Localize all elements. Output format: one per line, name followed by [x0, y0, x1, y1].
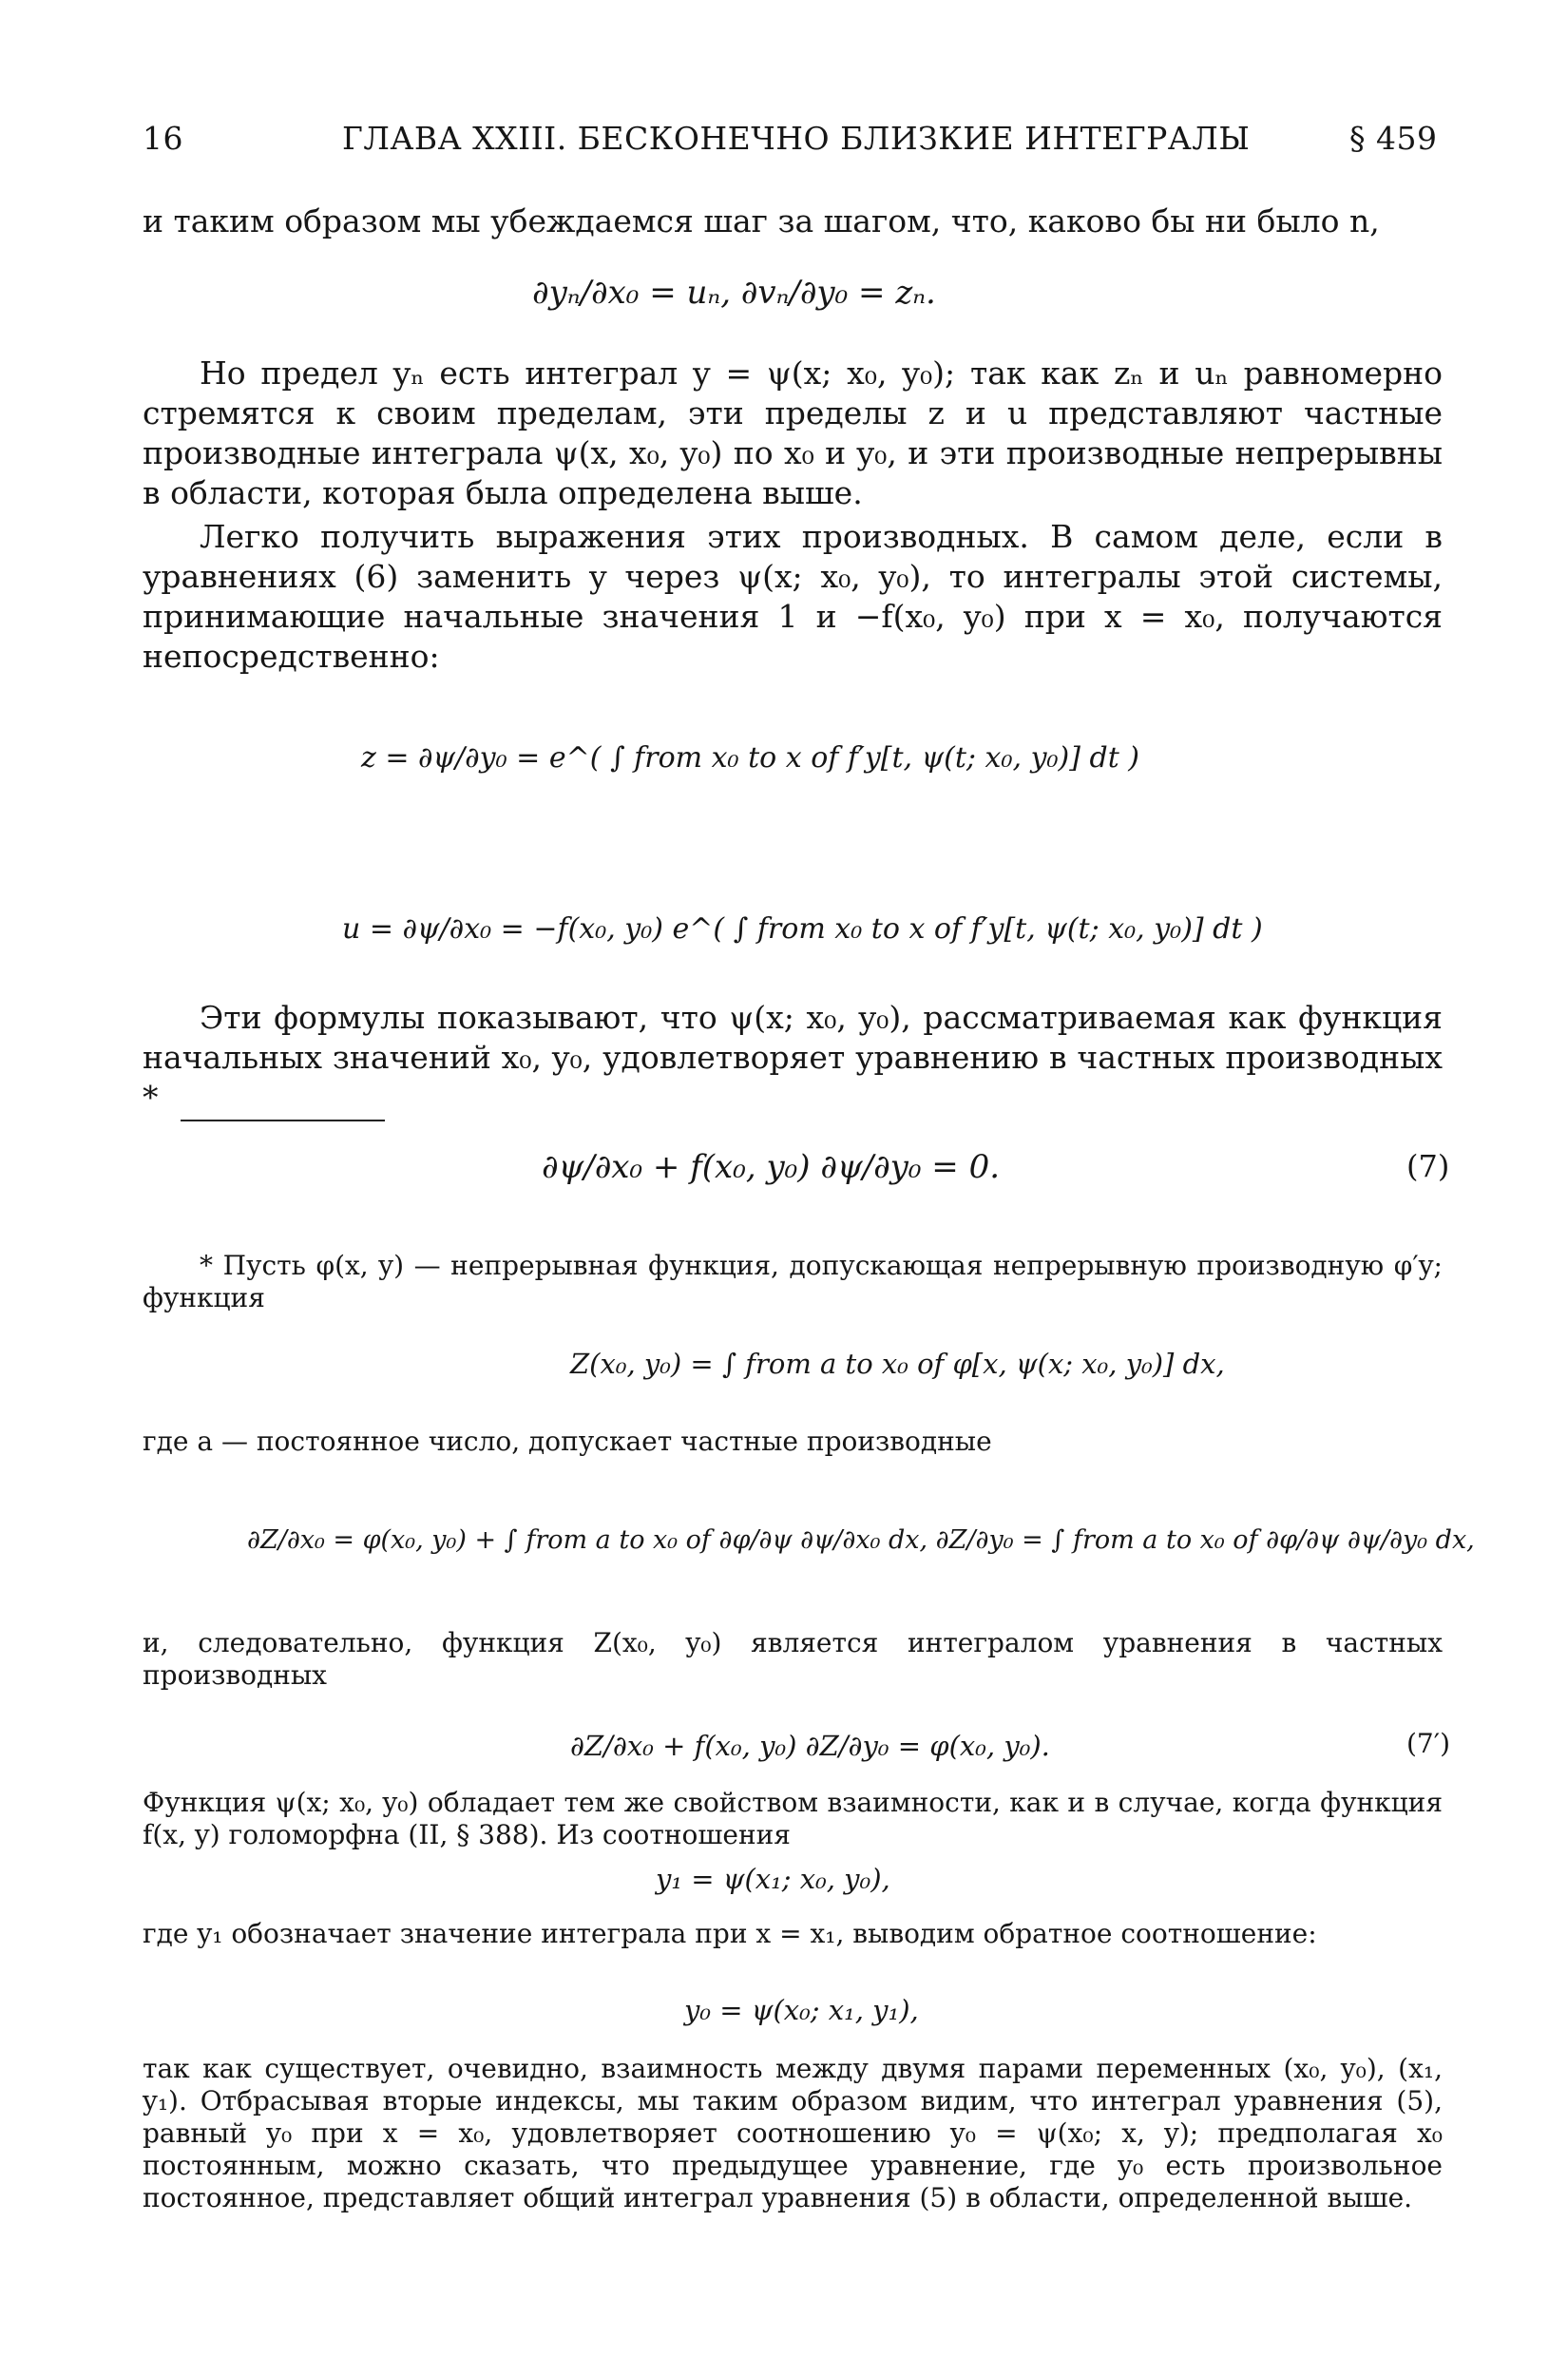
equation-dZ: ∂Z/∂x₀ = φ(x₀, y₀) + ∫ from a to x₀ of ∂φ/∂ψ ∂ψ/∂x₀ dx, ∂Z/∂y₀ = ∫ from a to x₀ of ∂φ/∂ψ ∂ψ/∂y₀ dx, [247, 1525, 1475, 1555]
chapter-title: ГЛАВА XXIII. БЕСКОНЕЧНО БЛИЗКИЕ ИНТЕГРАЛЫ [342, 120, 1251, 157]
equation-7: ∂ψ/∂x₀ + f(x₀, y₀) ∂ψ/∂y₀ = 0. [542, 1148, 1001, 1186]
page-number: 16 [143, 120, 183, 157]
footnote-1: * Пусть φ(x, y) — непрерывная функция, допускающая непрерывную производную φ′y; функция [143, 1250, 1443, 1313]
footnote-3: и, следовательно, функция Z(x₀, y₀) является интегралом уравнения в частных производных [143, 1627, 1443, 1691]
footnote-6: так как существует, очевидно, взаимность между двумя парами переменных (x₀, y₀), (x₁, y₁). Отбрасывая вторые индексы, мы таким образом видим, что интеграл уравнения (5), равный y₀ при x = x₀, удовлетворяет соотношению y₀ = ψ(x₀; x, y); предполагая x₀ постоянным, можно сказать, что предыдущее уравнение, где y₀ есть произвольное постоянное, представляет общий интеграл уравнения (5) в области, определенной выше. [143, 2053, 1443, 2213]
equation-7-number: (7) [1406, 1148, 1450, 1184]
equation-z: z = ∂ψ/∂y₀ = e^( ∫ from x₀ to x of f′y[t, ψ(t; x₀, y₀)] dt ) [361, 741, 1139, 775]
paragraph-2: Но предел yₙ есть интеграл y = ψ(x; x₀, y₀); так как zₙ и uₙ равномерно стремятся к своим пределам, эти пределы z и u представляют частные производные интеграла ψ(x, x₀, y₀) по x₀ и y₀, и эти производные непрерывны в области, которая была определена выше. [143, 354, 1443, 511]
footnote-4: Функция ψ(x; x₀, y₀) обладает тем же свойством взаимности, как и в случае, когда функция f(x, y) голоморфна (II, § 388). Из соотношения [143, 1787, 1443, 1850]
paragraph-4: Эти формулы показывают, что ψ(x; x₀, y₀), рассматриваемая как функция начальных значений x₀, y₀, удовлетворяет уравнению в частных производных * [143, 999, 1443, 1116]
equation-u: u = ∂ψ/∂x₀ = −f(x₀, y₀) e^( ∫ from x₀ to x of f′y[t, ψ(t; x₀, y₀)] dt ) [342, 912, 1263, 946]
equation-7-prime-number: (7′) [1406, 1728, 1451, 1759]
paragraph-3: Легко получить выражения этих производных. В самом деле, если в уравнениях (6) заменить y через ψ(x; x₀, y₀), то интегралы этой системы, принимающие начальные значения 1 и −f(x₀, y₀) при x = x₀, получаются непосредственно: [143, 518, 1443, 675]
footnote-2: где a — постоянное число, допускает частные производные [143, 1426, 992, 1457]
equation-7-prime: ∂Z/∂x₀ + f(x₀, y₀) ∂Z/∂y₀ = φ(x₀, y₀). [570, 1730, 1050, 1762]
section-number: § 459 [1349, 120, 1438, 157]
equation-y0: y₀ = ψ(x₀; x₁, y₁), [684, 1994, 919, 2026]
footnote-5: где y₁ обозначает значение интеграла при x = x₁, выводим обратное соотношение: [143, 1918, 1317, 1949]
equation-Z: Z(x₀, y₀) = ∫ from a to x₀ of φ[x, ψ(x; x₀, y₀)] dx, [570, 1348, 1225, 1380]
paragraph-1: и таким образом мы убеждаемся шаг за шагом, что, каково бы ни было n, [143, 202, 1380, 239]
equation-y1: y₁ = ψ(x₁; x₀, y₀), [656, 1863, 890, 1895]
footnote-rule [181, 1120, 385, 1121]
equation-partials: ∂yₙ/∂x₀ = uₙ, ∂vₙ/∂y₀ = zₙ. [532, 274, 936, 312]
